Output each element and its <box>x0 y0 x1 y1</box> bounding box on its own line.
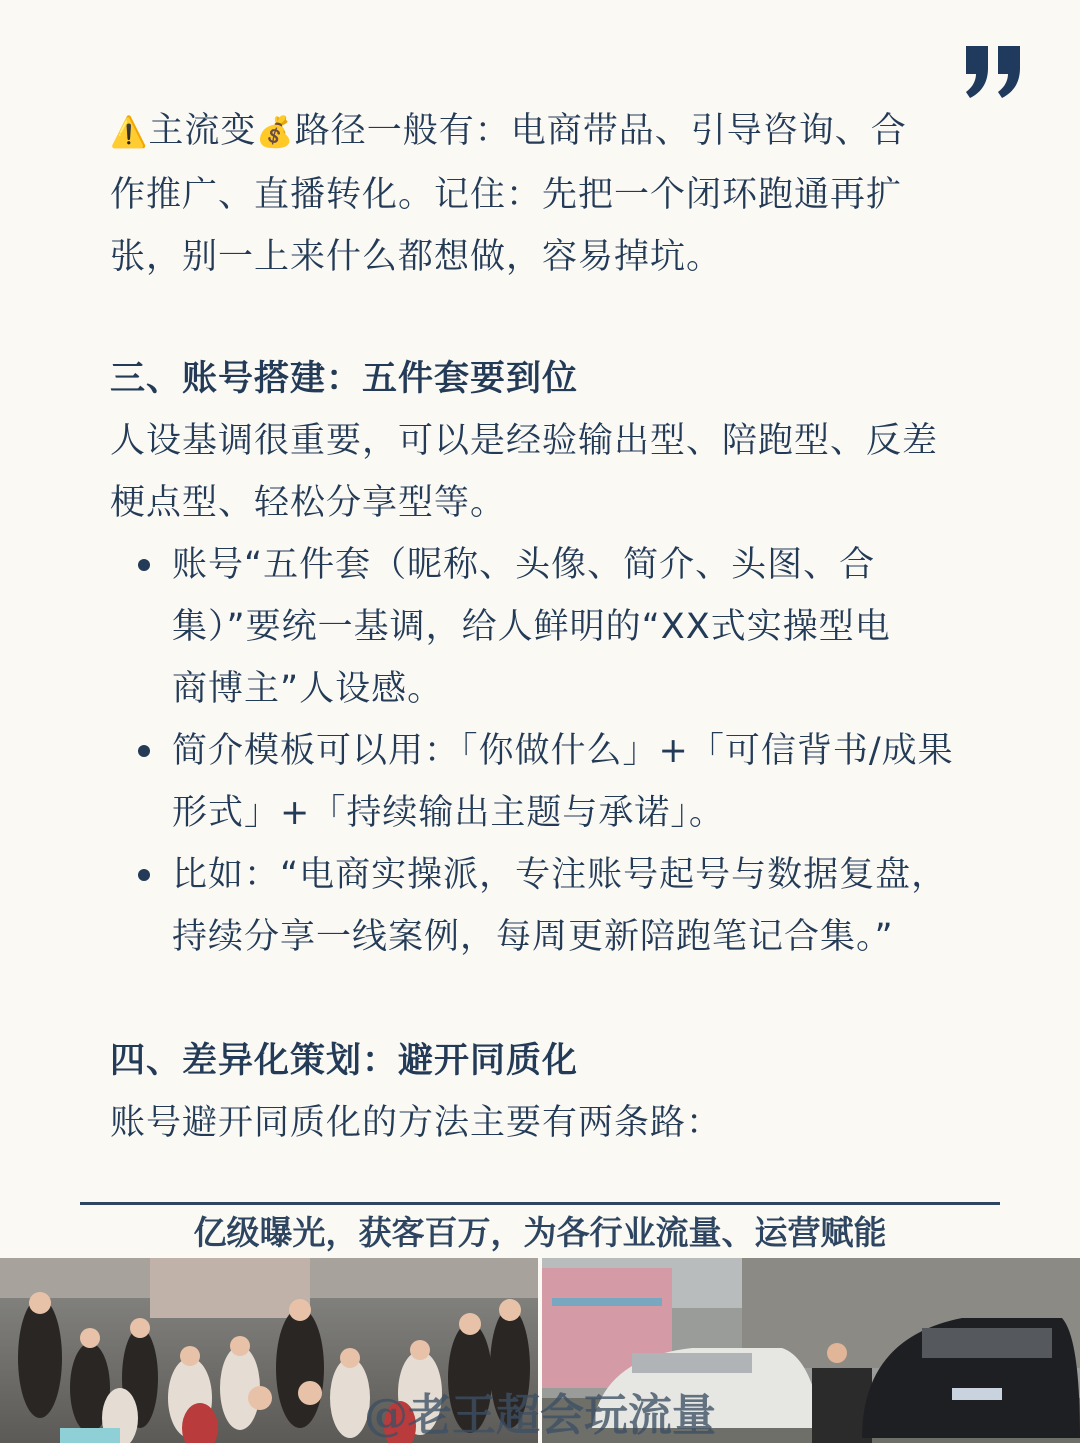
bullet-item <box>110 720 990 844</box>
intro-text: 张，别一上来什么都想做，容易掉坑。 <box>110 237 723 277</box>
bullet-text: 形式」+「持续输出主题与承诺」。 <box>172 793 725 833</box>
intro-paragraph <box>110 100 990 288</box>
section-3-intro-line: 人设基调很重要，可以是经验输出型、陪跑型、反差 <box>110 421 939 461</box>
intro-text: 主流变 <box>148 111 257 151</box>
bullet-text: 账号“五件套（昵称、头像、简介、头图、合 <box>172 545 876 585</box>
bullet-text: 比如：“电商实操派，专注账号起号与数据复盘， <box>172 855 948 895</box>
intro-text: 作推广、直播转化。记住：先把一个闭环跑通再扩 <box>110 175 903 215</box>
intro-text: 路径一般有：电商带品、引导咨询、合 <box>294 111 907 151</box>
footer-divider <box>80 1202 1000 1205</box>
bullet-text: 集）”要统一基调，给人鲜明的“XX式实操型电 <box>172 607 891 647</box>
bullet-dot-icon <box>138 745 150 757</box>
bullet-dot-icon <box>138 559 150 571</box>
bullet-text: 商博主”人设感。 <box>172 669 444 709</box>
bullet-item <box>110 534 990 720</box>
article-body <box>110 100 990 1154</box>
section-3-intro <box>110 410 990 534</box>
section-4-heading: 四、差异化策划：避开同质化 <box>110 1041 579 1081</box>
warning-icon: ⚠️ <box>110 115 149 150</box>
section-3-bullet-list <box>110 534 990 968</box>
quote-mark-icon <box>962 42 1026 100</box>
footer-slogan: 亿级曝光，获客百万，为各行业流量、运营赋能 <box>193 1213 887 1252</box>
section-3-intro-line: 梗点型、轻松分享型等。 <box>110 483 507 523</box>
section-4-intro: 账号避开同质化的方法主要有两条路： <box>110 1103 723 1143</box>
bullet-text: 简介模板可以用：「你做什么」+「可信背书/成果 <box>172 731 954 771</box>
bullet-text: 持续分享一线案例，每周更新陪跑笔记合集。” <box>172 917 894 957</box>
account-watermark: @老王超会玩流量 <box>364 1390 716 1441</box>
section-3-heading: 三、账号搭建：五件套要到位 <box>110 359 579 399</box>
money-bag-icon: 💰 <box>256 115 295 150</box>
bullet-dot-icon <box>138 869 150 881</box>
bullet-item <box>110 844 990 968</box>
